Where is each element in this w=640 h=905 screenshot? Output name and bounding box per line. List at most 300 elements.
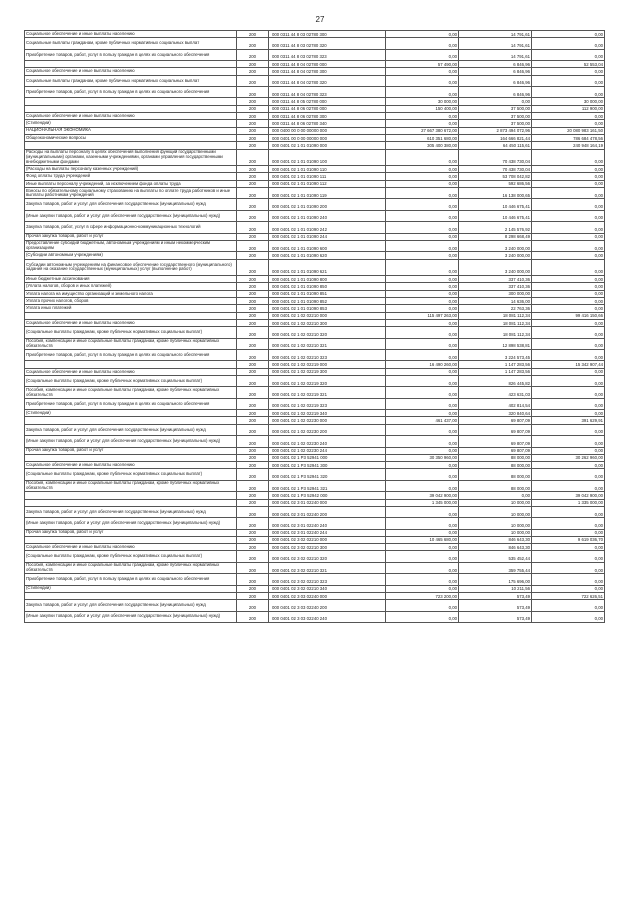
row-unexecuted: 20 080 983 161,50 (532, 127, 605, 134)
row-unexecuted: 0,00 (532, 31, 605, 38)
row-unexecuted: 0,00 (532, 562, 605, 573)
row-unexecuted: 0,00 (532, 38, 605, 49)
row-code: 200 (237, 551, 269, 562)
row-name: Прочая закупка товаров, работ и услуг (25, 233, 237, 240)
row-name: Социальное обеспечение и иные выплаты населению (25, 319, 237, 326)
row-name: (Стипендии) (25, 120, 237, 127)
table-row (25, 529, 605, 536)
table-row (25, 290, 605, 297)
row-name: Предоставление субсидий бюджетным, автономным учреждениям и иным некоммерческим организациям (25, 240, 237, 251)
row-executed: 37 500,00 (459, 113, 532, 120)
row-unexecuted: 0,00 (532, 338, 605, 349)
row-budget-code: 000 0401 02 3 01 02240 000 (269, 499, 386, 506)
row-executed: 3 224 573,45 (459, 350, 532, 361)
row-code: 200 (237, 506, 269, 517)
row-approved: 0,00 (386, 447, 459, 454)
table-row (25, 551, 605, 562)
table-row (25, 499, 605, 506)
row-code: 200 (237, 31, 269, 38)
row-name: Уплата иных платежей (25, 305, 237, 312)
table-row (25, 398, 605, 409)
row-executed: 18 081 112,34 (459, 312, 532, 319)
row-name (25, 142, 237, 149)
row-unexecuted: 0,00 (532, 585, 605, 592)
row-approved: 0,00 (386, 38, 459, 49)
row-unexecuted: 0,00 (532, 480, 605, 491)
row-unexecuted: 0,00 (532, 410, 605, 417)
row-executed: 359 755,44 (459, 562, 532, 573)
row-name (25, 98, 237, 105)
row-name: Социальное обеспечение и иные выплаты населению (25, 68, 237, 75)
row-executed: 37 500,00 (459, 105, 532, 112)
row-unexecuted: 0,00 (532, 68, 605, 75)
row-unexecuted: 0,00 (532, 298, 605, 305)
row-executed: 573,49 (459, 592, 532, 599)
row-name: Иные бюджетные ассигнования (25, 276, 237, 283)
row-code: 200 (237, 87, 269, 98)
row-executed: 53 708 042,82 (459, 173, 532, 180)
row-name: (Иные закупки товаров, работ и услуг для обеспечения государственных (муниципальных) нужд) (25, 518, 237, 529)
row-executed: 3 240 000,00 (459, 259, 532, 276)
row-unexecuted: 0,00 (532, 240, 605, 251)
row-executed: 0,00 (459, 492, 532, 499)
row-approved: 30 000,00 (386, 98, 459, 105)
row-unexecuted: 1 335 000,00 (532, 499, 605, 506)
row-executed: 69 807,09 (459, 436, 532, 447)
row-approved: 0,00 (386, 290, 459, 297)
row-unexecuted: 0,00 (532, 424, 605, 435)
row-budget-code: 000 0401 02 1 02 02210 320 (269, 327, 386, 338)
table-row (25, 327, 605, 338)
row-budget-code: 000 0401 02 1 01 01090 244 (269, 233, 386, 240)
row-code: 200 (237, 350, 269, 361)
row-unexecuted: 0,00 (532, 398, 605, 409)
row-name: Уплата прочих налогов, сборов (25, 298, 237, 305)
row-unexecuted: 0,00 (532, 327, 605, 338)
row-code: 200 (237, 492, 269, 499)
row-executed: 10 446 675,41 (459, 199, 532, 210)
row-budget-code: 000 0401 02 1 01 01090 851 (269, 290, 386, 297)
row-name: Закупка товаров, работ, услуг в сфере информационно-коммуникационных технологий (25, 222, 237, 233)
row-budget-code: 000 0401 02 1 01 01090 621 (269, 259, 386, 276)
table-row (25, 240, 605, 251)
row-name: (Социальные выплаты гражданам, кроме публичных нормативных социальных выплат) (25, 376, 237, 387)
row-name: (Расходы на выплаты персоналу казенных учреждений) (25, 166, 237, 173)
table-row (25, 387, 605, 398)
row-executed: 18 081 112,34 (459, 327, 532, 338)
table-row (25, 417, 605, 424)
row-budget-code: 000 0311 44 8 06 02780 340 (269, 120, 386, 127)
table-row (25, 166, 605, 173)
row-executed: 69 807,09 (459, 417, 532, 424)
row-executed: 3 240 000,00 (459, 240, 532, 251)
row-name (25, 105, 237, 112)
row-approved: 0,00 (386, 68, 459, 75)
row-approved: 0,00 (386, 75, 459, 86)
table-row (25, 98, 605, 105)
row-budget-code: 000 0401 02 1 01 01090 620 (269, 252, 386, 259)
row-unexecuted: 0,00 (532, 87, 605, 98)
row-budget-code: 000 0401 02 1 P3 52942 000 (269, 492, 386, 499)
row-approved: 0,00 (386, 113, 459, 120)
row-unexecuted: 240 948 164,19 (532, 142, 605, 149)
row-approved: 0,00 (386, 368, 459, 375)
row-code: 200 (237, 480, 269, 491)
row-approved: 150 400,00 (386, 105, 459, 112)
row-budget-code: 000 0401 02 1 02 02210 321 (269, 338, 386, 349)
row-unexecuted: 112 900,00 (532, 105, 605, 112)
row-approved: 0,00 (386, 276, 459, 283)
row-approved: 0,00 (386, 410, 459, 417)
table-row (25, 113, 605, 120)
row-code: 200 (237, 305, 269, 312)
row-code: 200 (237, 592, 269, 599)
row-budget-code: 000 0401 02 3 02 02210 321 (269, 562, 386, 573)
row-code: 200 (237, 68, 269, 75)
row-unexecuted: 0,00 (532, 173, 605, 180)
row-unexecuted: 9 619 036,70 (532, 536, 605, 543)
row-executed: 175 696,00 (459, 574, 532, 585)
table-row (25, 61, 605, 68)
row-executed: 70 438 730,04 (459, 166, 532, 173)
row-budget-code: 000 0401 02 3 02 02210 340 (269, 585, 386, 592)
row-executed: 826 445,82 (459, 376, 532, 387)
table-row (25, 585, 605, 592)
row-unexecuted: 0,00 (532, 75, 605, 86)
row-name: Приобретение товаров, работ, услуг в пользу граждан в целях их социального обеспечения (25, 49, 237, 60)
row-approved: 1 345 000,00 (386, 499, 459, 506)
row-budget-code: 000 0401 02 1 01 01090 200 (269, 199, 386, 210)
row-name: Фонд оплаты труда учреждений (25, 173, 237, 180)
row-executed: 64 450 115,61 (459, 142, 532, 149)
row-code: 200 (237, 120, 269, 127)
row-budget-code: 000 0401 00 0 00 00000 000 (269, 134, 386, 141)
row-unexecuted: 0,00 (532, 199, 605, 210)
row-approved: 0,00 (386, 319, 459, 326)
row-budget-code: 000 0401 02 1 02 02219 321 (269, 387, 386, 398)
row-name: (Стипендии) (25, 585, 237, 592)
row-code: 200 (237, 518, 269, 529)
table-row (25, 361, 605, 368)
row-budget-code: 000 0401 02 1 P3 52941 321 (269, 480, 386, 491)
row-executed: 0,00 (459, 98, 532, 105)
row-name: (Стипендии) (25, 410, 237, 417)
row-executed: 12 898 538,81 (459, 338, 532, 349)
row-budget-code: 000 0401 02 3 02 02210 323 (269, 574, 386, 585)
row-approved: 0,00 (386, 173, 459, 180)
row-name: Уплата налога на имущество организаций и земельного налога (25, 290, 237, 297)
row-code: 200 (237, 529, 269, 536)
row-budget-code: 000 0401 02 1 01 01090 242 (269, 222, 386, 233)
row-executed: 300 000,00 (459, 290, 532, 297)
row-code: 200 (237, 387, 269, 398)
row-executed: 337 410,36 (459, 283, 532, 290)
row-approved: 0,00 (386, 199, 459, 210)
row-code: 200 (237, 276, 269, 283)
row-approved: 0,00 (386, 188, 459, 199)
row-approved: 115 497 263,00 (386, 312, 459, 319)
row-budget-code: 000 0401 02 1 02 02230 000 (269, 417, 386, 424)
row-name: (Субсидии автономным учреждениям) (25, 252, 237, 259)
row-code: 200 (237, 327, 269, 338)
row-approved: 0,00 (386, 87, 459, 98)
table-row (25, 276, 605, 283)
table-row (25, 134, 605, 141)
row-approved: 0,00 (386, 166, 459, 173)
row-approved: 610 351 680,00 (386, 134, 459, 141)
row-name: НАЦИОНАЛЬНАЯ ЭКОНОМИКА (25, 127, 237, 134)
row-approved: 16 490 260,00 (386, 361, 459, 368)
table-row (25, 376, 605, 387)
row-name: Пособия, компенсации и иные социальные выплаты гражданам, кроме публичных нормативных обязательств (25, 562, 237, 573)
row-budget-code: 000 0401 02 3 01 02240 244 (269, 529, 386, 536)
row-code: 200 (237, 149, 269, 166)
row-name (25, 536, 237, 543)
row-unexecuted: 0,00 (532, 447, 605, 454)
row-name: Социальные выплаты гражданам, кроме публичных нормативных социальных выплат (25, 38, 237, 49)
row-code: 200 (237, 469, 269, 480)
row-approved: 0,00 (386, 544, 459, 551)
row-approved: 0,00 (386, 518, 459, 529)
row-executed: 70 438 730,04 (459, 149, 532, 166)
table-row (25, 259, 605, 276)
table-row (25, 480, 605, 491)
table-row (25, 454, 605, 461)
row-budget-code: 000 0401 02 1 02 02219 300 (269, 368, 386, 375)
row-executed: 846 643,30 (459, 536, 532, 543)
row-code: 200 (237, 75, 269, 86)
row-approved: 30 350 960,00 (386, 454, 459, 461)
row-approved: 0,00 (386, 338, 459, 349)
table-row (25, 506, 605, 517)
row-executed: 10 211,56 (459, 585, 532, 592)
row-code: 200 (237, 233, 269, 240)
row-executed: 69 807,09 (459, 424, 532, 435)
row-name: Социальное обеспечение и иные выплаты населению (25, 31, 237, 38)
row-budget-code: 000 0401 02 1 01 01090 800 (269, 276, 386, 283)
row-unexecuted: 0,00 (532, 149, 605, 166)
row-code: 200 (237, 210, 269, 221)
row-unexecuted: 0,00 (532, 600, 605, 611)
row-budget-code: 000 0401 02 1 P3 52941 000 (269, 454, 386, 461)
row-approved: 0,00 (386, 600, 459, 611)
row-name: Пособия, компенсации и иные социальные выплаты гражданам, кроме публичных нормативных обязательств (25, 338, 237, 349)
row-code: 200 (237, 319, 269, 326)
table-row (25, 319, 605, 326)
row-approved: 0,00 (386, 298, 459, 305)
row-name: (Социальные выплаты гражданам, кроме публичных нормативных социальных выплат) (25, 327, 237, 338)
row-name: Взносы по обязательному социальному страхованию на выплаты по оплате труда работников и иные выплаты работникам учреждений (25, 188, 237, 199)
row-name (25, 454, 237, 461)
row-approved: 0,00 (386, 233, 459, 240)
row-budget-code: 000 0311 44 8 04 02780 320 (269, 75, 386, 86)
row-approved: 0,00 (386, 149, 459, 166)
row-code: 200 (237, 536, 269, 543)
row-approved: 0,00 (386, 376, 459, 387)
row-approved: 0,00 (386, 305, 459, 312)
row-code: 200 (237, 417, 269, 424)
row-approved: 0,00 (386, 551, 459, 562)
row-code: 200 (237, 98, 269, 105)
row-approved: 461 437,00 (386, 417, 459, 424)
row-budget-code: 000 0401 02 1 02 02210 000 (269, 312, 386, 319)
row-code: 200 (237, 259, 269, 276)
row-executed: 18 081 112,34 (459, 319, 532, 326)
row-executed: 337 410,36 (459, 276, 532, 283)
row-name: Социальное обеспечение и иные выплаты населению (25, 462, 237, 469)
row-unexecuted: 0,00 (532, 462, 605, 469)
row-approved: 305 400 380,00 (386, 142, 459, 149)
row-executed: 573,49 (459, 611, 532, 622)
row-budget-code: 000 0401 02 1 02 02219 000 (269, 361, 386, 368)
table-row (25, 436, 605, 447)
row-code: 200 (237, 252, 269, 259)
row-executed: 8 298 668,49 (459, 233, 532, 240)
row-budget-code: 000 0311 44 8 06 02780 000 (269, 105, 386, 112)
row-approved: 0,00 (386, 120, 459, 127)
row-executed: 10 000,00 (459, 529, 532, 536)
row-executed: 592 686,56 (459, 180, 532, 187)
row-executed: 1 147 283,56 (459, 368, 532, 375)
row-approved: 0,00 (386, 31, 459, 38)
row-unexecuted: 0,00 (532, 276, 605, 283)
row-code: 200 (237, 240, 269, 251)
budget-execution-table (24, 30, 605, 623)
row-budget-code: 000 0401 02 1 01 01090 110 (269, 166, 386, 173)
row-budget-code: 000 0401 02 3 02 02210 320 (269, 551, 386, 562)
row-unexecuted: 0,00 (532, 252, 605, 259)
row-approved: 0,00 (386, 180, 459, 187)
row-budget-code: 000 0401 02 1 01 01090 853 (269, 305, 386, 312)
row-code: 200 (237, 312, 269, 319)
row-executed: 10 446 675,41 (459, 210, 532, 221)
row-code: 200 (237, 166, 269, 173)
row-executed: 22 763,36 (459, 305, 532, 312)
row-executed: 6 846,96 (459, 75, 532, 86)
table-row (25, 562, 605, 573)
table-row (25, 180, 605, 187)
table-row (25, 611, 605, 622)
row-executed: 37 500,00 (459, 120, 532, 127)
row-executed: 402 814,54 (459, 398, 532, 409)
row-name: Закупка товаров, работ и услуг для обеспечения государственных (муниципальных) нужд (25, 424, 237, 435)
table-row (25, 38, 605, 49)
row-budget-code: 000 0401 02 3 03 02240 000 (269, 592, 386, 599)
row-unexecuted: 0,00 (532, 350, 605, 361)
row-name: Социальное обеспечение и иные выплаты населению (25, 368, 237, 375)
row-code: 200 (237, 134, 269, 141)
row-budget-code: 000 0401 02 1 01 01090 112 (269, 180, 386, 187)
table-row (25, 492, 605, 499)
row-approved: 27 667 380 672,00 (386, 127, 459, 134)
row-name: Иные выплаты персоналу учреждений, за исключением фонда оплаты труда (25, 180, 237, 187)
row-name: Приобретение товаров, работ, услуг в пользу граждан в целях их социального обеспечения (25, 350, 237, 361)
table-row (25, 469, 605, 480)
table-row (25, 312, 605, 319)
row-name (25, 361, 237, 368)
table-row (25, 410, 605, 417)
row-code: 200 (237, 188, 269, 199)
row-code: 200 (237, 127, 269, 134)
row-approved: 0,00 (386, 480, 459, 491)
row-code: 200 (237, 454, 269, 461)
row-executed: 2 145 576,92 (459, 222, 532, 233)
table-row (25, 127, 605, 134)
row-executed: 320 840,64 (459, 410, 532, 417)
row-unexecuted: 30 262 960,00 (532, 454, 605, 461)
row-code: 200 (237, 361, 269, 368)
table-row (25, 283, 605, 290)
row-approved: 0,00 (386, 424, 459, 435)
row-name: Социальные выплаты гражданам, кроме публичных нормативных социальных выплат (25, 75, 237, 86)
row-unexecuted: 0,00 (532, 222, 605, 233)
row-name: Приобретение товаров, работ, услуг в пользу граждан в целях их социального обеспечения (25, 398, 237, 409)
row-approved: 0,00 (386, 436, 459, 447)
row-unexecuted: 0,00 (532, 120, 605, 127)
table-row (25, 518, 605, 529)
row-unexecuted: 0,00 (532, 283, 605, 290)
row-code: 200 (237, 562, 269, 573)
row-unexecuted: 0,00 (532, 180, 605, 187)
row-executed: 88 000,00 (459, 469, 532, 480)
row-approved: 0,00 (386, 240, 459, 251)
row-code: 200 (237, 222, 269, 233)
row-name: Субсидии автономным учреждениям на финансовое обеспечение государственного (муниципального) задания на оказание государственных (муниципальных) услуг (выполнение работ) (25, 259, 237, 276)
row-unexecuted: 0,00 (532, 290, 605, 297)
row-unexecuted: 30 000,00 (532, 98, 605, 105)
row-budget-code: 000 0401 02 3 01 02240 200 (269, 506, 386, 517)
row-name (25, 61, 237, 68)
row-name: Пособия, компенсации и иные социальные выплаты гражданам, кроме публичных нормативных обязательств (25, 480, 237, 491)
row-unexecuted: 0,00 (532, 113, 605, 120)
row-name: Закупка товаров, работ и услуг для обеспечения государственных (муниципальных) нужд (25, 506, 237, 517)
row-unexecuted: 0,00 (532, 518, 605, 529)
row-approved: 0,00 (386, 252, 459, 259)
row-approved: 0,00 (386, 327, 459, 338)
row-approved: 0,00 (386, 49, 459, 60)
row-unexecuted: 0,00 (532, 49, 605, 60)
row-executed: 14 791,61 (459, 49, 532, 60)
table-row (25, 536, 605, 543)
row-code: 200 (237, 180, 269, 187)
row-approved: 57 490,00 (386, 61, 459, 68)
row-unexecuted: 0,00 (532, 574, 605, 585)
table-row (25, 600, 605, 611)
row-executed: 14 791,61 (459, 38, 532, 49)
row-name (25, 492, 237, 499)
row-executed: 846 643,30 (459, 544, 532, 551)
table-row (25, 222, 605, 233)
row-budget-code: 000 0311 44 8 04 02780 000 (269, 61, 386, 68)
table-row (25, 592, 605, 599)
row-code: 200 (237, 338, 269, 349)
row-budget-code: 000 0401 02 1 01 01090 240 (269, 210, 386, 221)
row-unexecuted: 0,00 (532, 387, 605, 398)
row-approved: 0,00 (386, 562, 459, 573)
table-row (25, 68, 605, 75)
row-budget-code: 000 0311 44 8 04 02780 300 (269, 68, 386, 75)
row-name: Прочая закупка товаров, работ и услуг (25, 447, 237, 454)
row-code: 200 (237, 447, 269, 454)
table-row (25, 87, 605, 98)
row-executed: 6 846,96 (459, 68, 532, 75)
row-approved: 0,00 (386, 350, 459, 361)
row-unexecuted: 391 629,91 (532, 417, 605, 424)
row-name: (Иные закупки товаров, работ и услуг для обеспечения государственных (муниципальных) нужд) (25, 210, 237, 221)
row-budget-code: 000 0311 44 8 05 02780 000 (269, 98, 386, 105)
row-unexecuted: 0,00 (532, 506, 605, 517)
row-approved: 0,00 (386, 462, 459, 469)
